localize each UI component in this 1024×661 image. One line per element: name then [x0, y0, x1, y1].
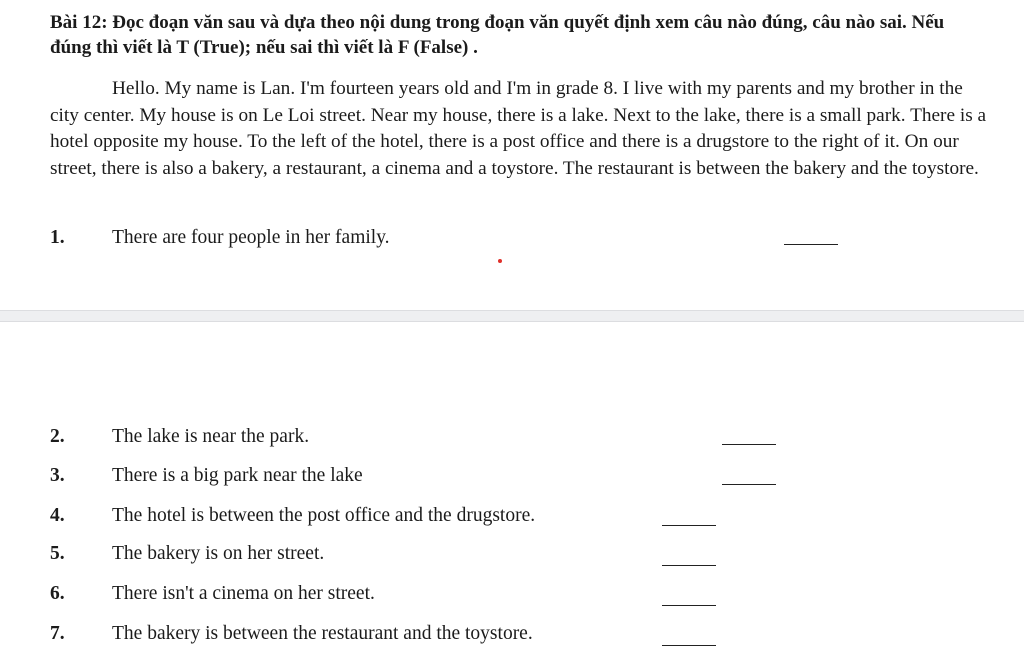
worksheet-page-bottom — [0, 321, 1024, 661]
question-number: 2. — [50, 426, 65, 447]
question-text: The bakery is between the restaurant and the toystore. — [112, 623, 533, 644]
answer-blank-3[interactable] — [722, 484, 776, 485]
answer-blank-4[interactable] — [662, 525, 716, 526]
question-number: 5. — [50, 543, 65, 564]
question-number: 1. — [50, 227, 65, 248]
answer-blank-2[interactable] — [722, 444, 776, 445]
answer-blank-5[interactable] — [662, 565, 716, 566]
question-number: 3. — [50, 465, 65, 486]
question-text: There is a big park near the lake — [112, 465, 363, 486]
question-text: The lake is near the park. — [112, 426, 310, 447]
reading-passage: Hello. My name is Lan. I'm fourteen years old and I'm in grade 8. I live with my parents and my brother in the city center. My house is on Le Loi street. Near my house, there is a lake. Next to the lake, there is a small park. There is a hotel opposite my house. To the left of the hotel, there is a post office and there is a drugstore to the right of it. On our street, there is also a bakery, a restaurant, a cinema and a toystore. The restaurant is between the bakery and the toystore. — [50, 78, 987, 179]
question-number: 7. — [50, 623, 65, 644]
red-dot-mark — [498, 259, 502, 263]
question-number: 6. — [50, 583, 65, 604]
question-number: 4. — [50, 505, 65, 526]
exercise-instruction: Bài 12: Đọc đoạn văn sau và dựa theo nội dung trong đoạn văn quyết định xem câu nào đúng, câu nào sai. Nếu đúng thì viết là T (True); nếu sai thì viết là F (False) . — [50, 12, 945, 58]
worksheet-page-top — [0, 0, 1024, 311]
answer-blank-6[interactable] — [662, 605, 716, 606]
question-text: The hotel is between the post office and the drugstore. — [112, 505, 536, 526]
question-text: There isn't a cinema on her street. — [112, 583, 375, 604]
question-text: The bakery is on her street. — [112, 543, 325, 564]
answer-blank-7[interactable] — [662, 645, 716, 646]
question-text: There are four people in her family. — [112, 227, 390, 248]
answer-blank-1[interactable] — [784, 244, 838, 245]
